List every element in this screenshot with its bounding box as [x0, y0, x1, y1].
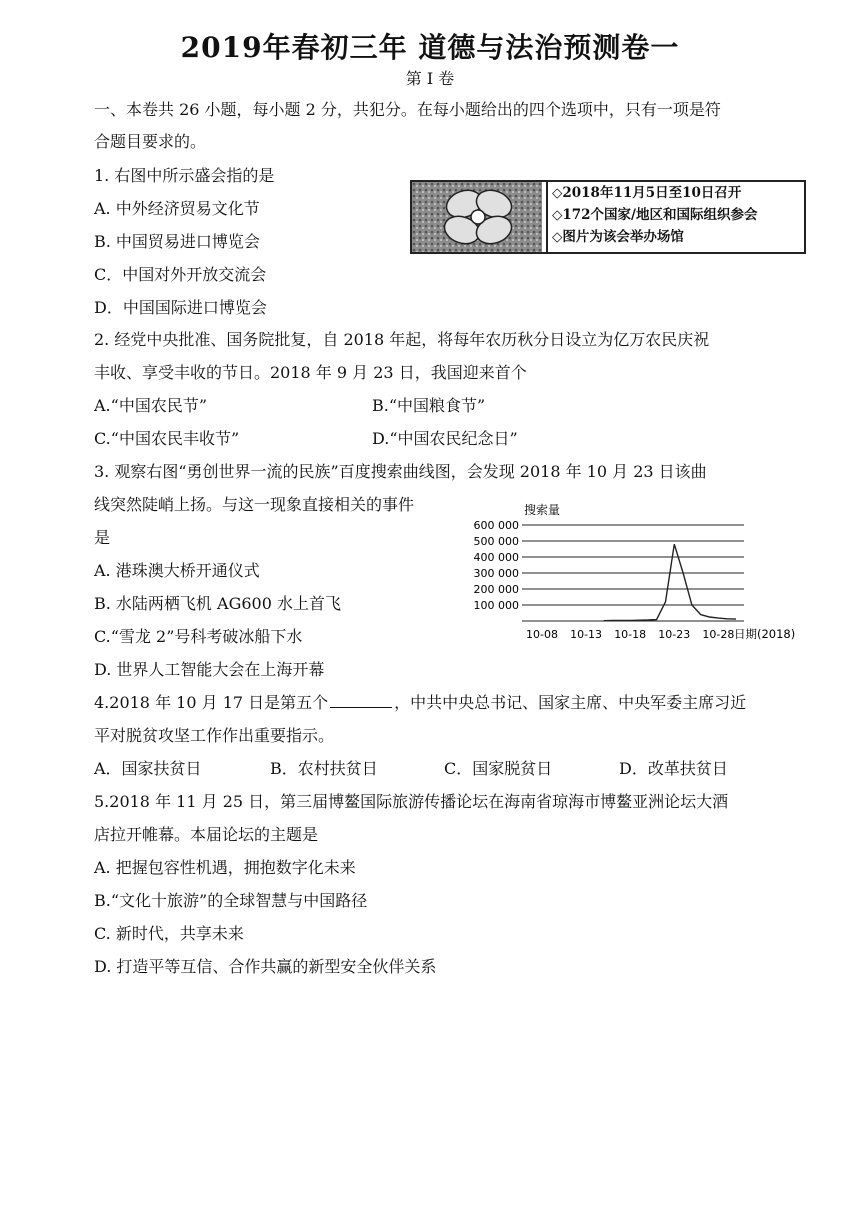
q4-option-b: B．农村扶贫日: [270, 759, 378, 778]
q3-option-b: B. 水陆两栖飞机 AG600 水上首飞: [94, 594, 341, 613]
search-trend-chart: [462, 498, 807, 646]
q4-stem-pre: 4.2018 年 10 月 17 日是第五个: [94, 693, 329, 712]
q4-stem-line-2: 平对脱贫攻坚工作作出重要指示。: [94, 726, 335, 745]
q1-stem: 1. 右图中所示盛会指的是: [94, 166, 275, 185]
chart-series-line: [604, 544, 736, 621]
chart-y-axis-title: 搜索量: [524, 503, 561, 517]
q3-stem-line-1: 3. 观察右图“勇创世界一流的民族”百度搜索曲线图，会发现 2018 年 10 月 23 日该曲: [94, 462, 707, 481]
q4-option-d: D．改革扶贫日: [619, 759, 728, 778]
chart-y-tick-label: 500 000: [473, 535, 519, 548]
chart-y-tick-label: 400 000: [473, 551, 519, 564]
q4-option-a: A．国家扶贫日: [94, 759, 202, 778]
q4-stem-post: ，中共中央总书记、国家主席、中央军委主席习近: [394, 693, 747, 712]
chart-x-tick-label: 10-18: [614, 628, 647, 641]
chart-x-tick-label: 10-13: [570, 628, 603, 641]
chart-x-tick-label: 10-23: [658, 628, 691, 641]
chart-x-axis-title: 日期(2018): [734, 627, 796, 641]
q2-option-c: C.“中国农民丰收节”: [94, 429, 240, 448]
q1-figure: [410, 180, 806, 254]
q3-option-d: D. 世界人工智能大会在上海开幕: [94, 660, 325, 679]
q5-stem-line-2: 店拉开帷幕。本届论坛的主题是: [94, 825, 319, 844]
fact-line: ◇图片为该会举办场馆: [552, 229, 684, 245]
fact-line: ◇172个国家/地区和国际组织参会: [552, 207, 758, 223]
q4-option-c: C．国家脱贫日: [444, 759, 553, 778]
q5-option-c: C. 新时代，共享未来: [94, 924, 244, 943]
q1-option-a: A. 中外经济贸易文化节: [94, 199, 260, 218]
q1-option-b: B. 中国贸易进口博览会: [94, 232, 260, 251]
instructions-line-1: 一、本卷共 26 小题，每小题 2 分，共犯分。在每小题给出的四个选项中，只有一项是符: [94, 100, 721, 119]
q4-stem-line-1: [94, 693, 746, 713]
chart-y-tick-label: 300 000: [473, 567, 519, 580]
q5-option-a: A. 把握包容性机遇，拥抱数字化未来: [94, 858, 356, 877]
q2-stem-line-1: 2. 经党中央批准、国务院批复，自 2018 年起，将每年农历秋分日设立为亿万农民庆祝: [94, 330, 710, 349]
q1-option-c: C．中国对外开放交流会: [94, 265, 267, 284]
q5-option-d: D. 打造平等互信、合作共赢的新型安全伙伴关系: [94, 957, 437, 976]
volume-label: 第 I 卷: [405, 69, 455, 88]
q3-stem-line-2: 线突然陡峭上扬。与这一现象直接相关的事件: [94, 495, 415, 514]
instructions-line-2: 合题目要求的。: [94, 132, 207, 151]
q2-option-b: B.“中国粮食节”: [372, 396, 486, 415]
venue-photo: [412, 182, 542, 252]
chart-x-tick-label: 10-08: [526, 628, 558, 641]
q2-stem-line-2: 丰收、享受丰收的节日。2018 年 9 月 23 日，我国迎来首个: [94, 363, 527, 382]
q3-option-a: A. 港珠澳大桥开通仪式: [94, 561, 260, 580]
chart-x-tick-label: 10-28: [702, 628, 735, 641]
q3-option-c: C.“雪龙 2”号科考破冰船下水: [94, 627, 303, 646]
q5-option-b: B.“文化十旅游”的全球智慧与中国路径: [94, 891, 368, 910]
q1-figure-facts: [546, 182, 804, 252]
page-title: 2019年春初三年 道德与法治预测卷一: [180, 31, 680, 64]
chart-y-tick-label: 600 000: [473, 519, 519, 532]
chart-y-tick-label: 200 000: [473, 583, 519, 596]
q4-blank: [330, 707, 392, 708]
q2-option-a: A.“中国农民节”: [94, 396, 208, 415]
q3-stem-line-3: 是: [94, 528, 111, 547]
q5-stem-line-1: 5.2018 年 11 月 25 日，第三届博鳌国际旅游传播论坛在海南省琼海市博鳌亚洲论坛大酒: [94, 792, 729, 811]
fact-line: ◇2018年11月5日至10日召开: [552, 185, 742, 201]
q2-option-d: D.“中国农民纪念日”: [372, 429, 518, 448]
q1-option-d: D．中国国际进口博览会: [94, 298, 267, 317]
chart-y-tick-label: 100 000: [473, 599, 519, 612]
